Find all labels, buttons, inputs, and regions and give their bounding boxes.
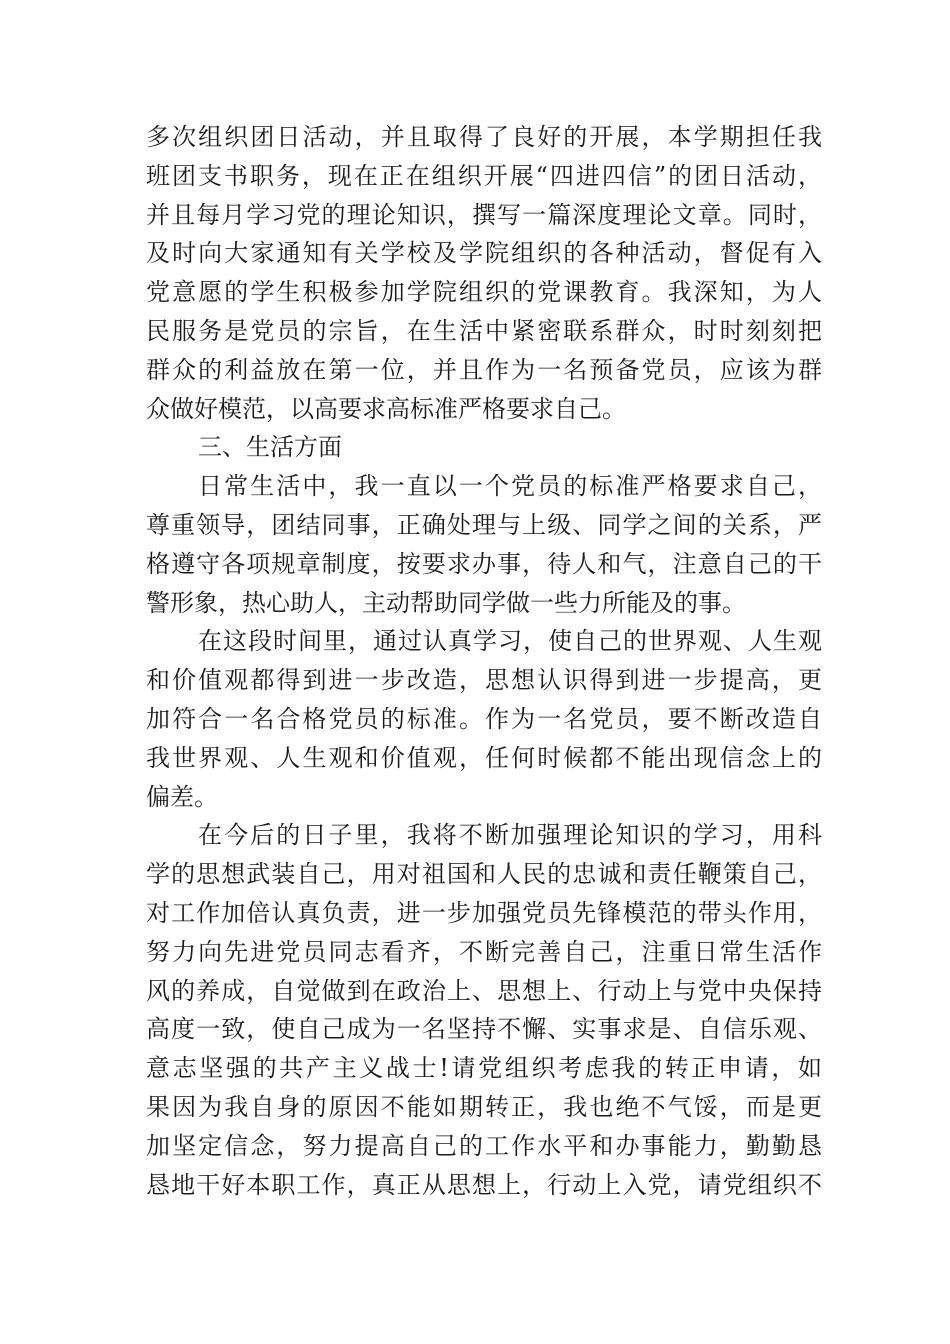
text-line: 多次组织团日活动，并且取得了良好的开展，本学期担任我 xyxy=(146,123,822,151)
text-line: 日常生活中，我一直以一个党员的标准严格要求自己， xyxy=(198,472,822,501)
text-line: 学的思想武装自己，用对祖国和人民的忠诚和责任鞭策自己， xyxy=(146,860,822,889)
text-line: 及时向大家通知有关学校及学院组织的各种活动，督促有入 xyxy=(146,239,822,268)
text-line: 对工作加倍认真负责，进一步加强党员先锋模范的带头作用， xyxy=(146,898,822,927)
text-line: 恳地干好本职工作，真正从思想上，行动上入党，请党组织不 xyxy=(146,1170,822,1199)
text-line: 民服务是党员的宗旨，在生活中紧密联系群众，时时刻刻把 xyxy=(146,316,822,345)
text-line: 群众的利益放在第一位，并且作为一名预备党员，应该为群 xyxy=(146,355,822,384)
body-text xyxy=(146,118,822,1204)
text-line: 警形象，热心助人，主动帮助同学做一些力所能及的事。 xyxy=(146,588,746,617)
text-line: 在这段时间里，通过认真学习，使自己的世界观、人生观 xyxy=(198,627,822,656)
text-line: 众做好模范，以高要求高标准严格要求自己。 xyxy=(146,394,626,423)
text-line: 并且每月学习党的理论知识，撰写一篇深度理论文章。同时， xyxy=(146,200,822,229)
text-line: 格遵守各项规章制度，按要求办事，待人和气，注意自己的干 xyxy=(146,549,822,578)
text-line: 果因为我自身的原因不能如期转正，我也绝不气馁，而是更 xyxy=(146,1092,822,1121)
text-line: 尊重领导，团结同事，正确处理与上级、同学之间的关系，严 xyxy=(146,510,822,539)
text-line: 加坚定信念，努力提高自己的工作水平和办事能力，勤勤恳 xyxy=(146,1131,822,1160)
text-line: 风的养成，自觉做到在政治上、思想上、行动上与党中央保持 xyxy=(146,976,822,1005)
text-line: 意志坚强的共产主义战士!请党组织考虑我的转正申请，如 xyxy=(146,1054,822,1083)
text-line: 高度一致，使自己成为一名坚持不懈、实事求是、自信乐观、 xyxy=(146,1015,822,1044)
text-line: 努力向先进党员同志看齐，不断完善自己，注重日常生活作 xyxy=(146,937,822,966)
text-line: 党意愿的学生积极参加学院组织的党课教育。我深知，为人 xyxy=(146,278,822,307)
text-line: 加符合一名合格党员的标准。作为一名党员，要不断改造自 xyxy=(146,704,822,733)
text-line: 班团支书职务，现在正在组织开展“四进四信”的团日活动， xyxy=(146,161,822,190)
text-line: 偏差。 xyxy=(146,782,218,811)
text-line: 在今后的日子里，我将不断加强理论知识的学习，用科 xyxy=(198,821,822,850)
section-heading: 三、生活方面 xyxy=(198,433,342,462)
text-line: 和价值观都得到进一步改造，思想认识得到进一步提高，更 xyxy=(146,666,822,695)
text-line: 我世界观、人生观和价值观，任何时候都不能出现信念上的 xyxy=(146,743,822,772)
